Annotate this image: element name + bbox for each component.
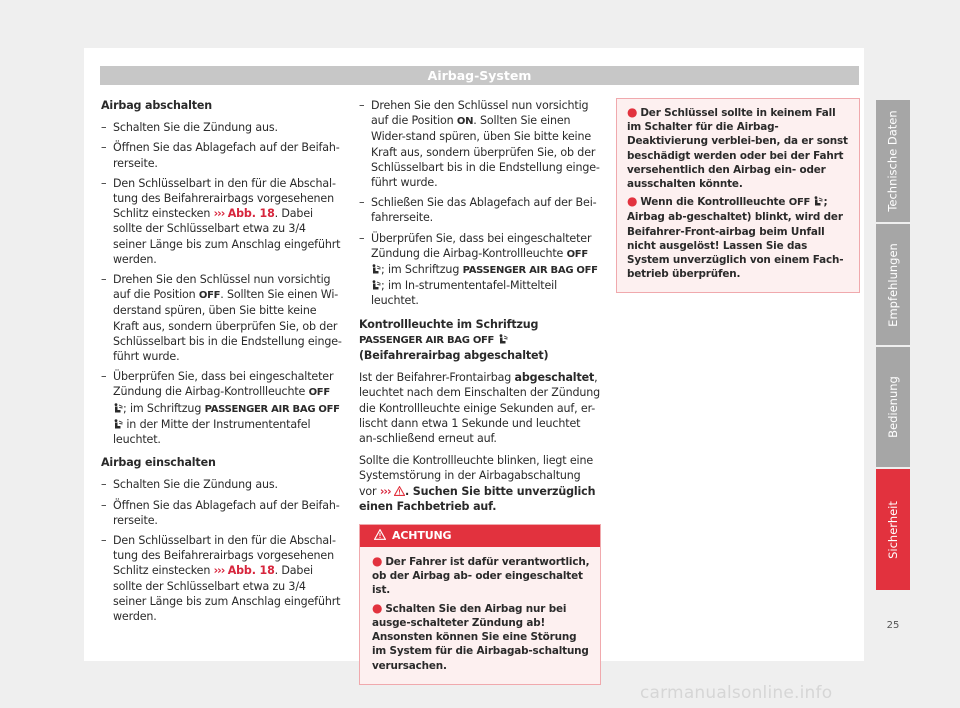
- airbag-seat-icon: [371, 280, 381, 290]
- section-heading-airbag-on: Airbag einschalten: [101, 456, 216, 470]
- bullet-icon: ●: [372, 600, 383, 615]
- paragraph: Sollte die Kontrollleuchte blinken, liegt eine Systemstörung in der Airbagabschaltung vor ››› . Suchen Sie bitte unverzüglich einen Fachbetrieb auf.: [359, 454, 596, 513]
- watermark: carmanualsonline.info: [640, 683, 833, 703]
- section-heading-warning-lamp: Kontrollleuchte im Schriftzug PASSENGER AIR BAG OFF (Beifahrerairbag abgeschaltet): [359, 317, 549, 363]
- list-item: – Drehen Sie den Schlüssel nun vorsichtig auf die Position OFF. Sollten Sie einen Wi-derstand spüren, üben Sie bitte keine Kraft aus, sondern überprüfen Sie, ob der Schlüsselbart bis in die Endstellung einge-führt wurde.: [101, 272, 342, 364]
- figure-link[interactable]: Abb. 18: [227, 207, 275, 221]
- symbol-off: OFF: [788, 197, 811, 209]
- page-number: 25: [886, 620, 900, 631]
- list-item: ● Wenn die Kontrollleuchte OFF ; Airbag ab-geschaltet) blinkt, wird der Beifahrer-Front-airbag beim Unfall nicht ausgelöst! Lassen Sie das System unverzüglich von einem Fach-betrieb überprüfen.: [627, 194, 844, 281]
- tab-empfehlungen[interactable]: Empfehlungen: [876, 224, 910, 345]
- figure-link[interactable]: Abb. 18: [227, 564, 275, 578]
- cross-ref-arrow[interactable]: ›››: [213, 207, 225, 221]
- list-item: – Schließen Sie das Ablagefach auf der Bei-fahrerseite.: [359, 195, 601, 225]
- page-title: Airbag-System: [100, 66, 859, 85]
- list-item: – Öffnen Sie das Ablagefach auf der Beifah-rerseite.: [101, 498, 342, 528]
- list-item: – Den Schlüsselbart in den für die Abschal-tung des Beifahrerairbags vorgesehenen Schlitz einstecken ››› Abb. 18. Dabei sollte der Schlüsselbart etwa zu 3/4 seiner Länge bis zum Anschlag eingeführt werden.: [101, 533, 342, 624]
- symbol-passenger-airbag-off: PASSENGER AIR BAG OFF: [204, 403, 340, 415]
- symbol-passenger-airbag-off: PASSENGER AIR BAG OFF: [359, 334, 495, 346]
- tab-technische-daten[interactable]: Technische Daten: [876, 100, 910, 222]
- list-item: – Überprüfen Sie, dass bei eingeschalteter Zündung die Airbag-Kontrollleuchte OFF ; im Schriftzug PASSENGER AIR BAG OFF ; im In-strumententafel-Mittelteil leuchtet.: [359, 231, 601, 309]
- column-right: [616, 98, 860, 293]
- paragraph: Ist der Beifahrer-Frontairbag abgeschaltet, leuchtet nach dem Einschalten der Zündung die Kontrollleuchte einige Sekunden auf, er-lischt dann etwa 1 Sekunde und leuchtet an-schließend erneut auf.: [359, 371, 601, 446]
- warning-box-body: [360, 547, 600, 684]
- list-item: – Öffnen Sie das Ablagefach auf der Beifah-rerseite.: [101, 140, 342, 170]
- list-item: ● Schalten Sie den Airbag nur bei ausge-schalteter Zündung ab! Ansonsten können Sie eine Störung im System für die Airbagab-schaltung verursachen.: [372, 600, 589, 672]
- airbag-seat-icon: [371, 264, 381, 274]
- list-item: ● Der Schlüssel sollte in keinem Fall im Schalter für die Airbag-Deaktivierung verblei-ben, da er sonst beschädigt werden oder bei der Fahrt versehentlich den Airbag ein- oder ausschalten könnte.: [627, 105, 848, 191]
- bullet-icon: ●: [627, 105, 638, 119]
- steps-airbag-off: [101, 120, 342, 447]
- cross-ref-arrow[interactable]: ›››: [213, 564, 225, 578]
- section-heading-airbag-off: Airbag abschalten: [101, 99, 213, 112]
- list-item: – Drehen Sie den Schlüssel nun vorsichtig auf die Position ON. Sollten Sie einen Wider-stand spüren, üben Sie bitte keine Kraft aus, sondern überprüfen Sie, ob der Schlüsselbart bis in die Endstellung einge-führt wurde.: [359, 98, 601, 190]
- column-middle: [359, 98, 601, 685]
- symbol-on: ON: [456, 116, 474, 128]
- airbag-seat-icon: [113, 403, 123, 413]
- symbol-passenger-airbag-off: PASSENGER AIR BAG OFF: [462, 265, 598, 277]
- cross-ref-arrow[interactable]: ›››: [379, 484, 391, 498]
- warning-box-header: [360, 525, 600, 547]
- column-left: [101, 98, 342, 632]
- airbag-seat-icon: [813, 196, 823, 206]
- symbol-off: OFF: [198, 290, 221, 302]
- warning-triangle-icon: [374, 529, 386, 540]
- steps-airbag-on-continued: [359, 98, 601, 309]
- list-item: – Den Schlüsselbart in den für die Abschal-tung des Beifahrerairbags vorgesehenen Schlitz einstecken ››› Abb. 18. Dabei sollte der Schlüsselbart etwa zu 3/4 seiner Länge bis zum Anschlag eingeführt werden.: [101, 176, 342, 267]
- tab-bedienung[interactable]: Bedienung: [876, 347, 910, 467]
- list-item: ● Der Fahrer ist dafür verantwortlich, ob der Airbag ab- oder eingeschaltet ist.: [372, 554, 590, 597]
- list-item: – Schalten Sie die Zündung aus.: [101, 477, 342, 492]
- list-item: – Überprüfen Sie, dass bei eingeschalteter Zündung die Airbag-Kontrollleuchte OFF ; im Schriftzug PASSENGER AIR BAG OFF in der Mitte der Instrumententafel leuchtet.: [101, 369, 342, 447]
- airbag-seat-icon: [498, 334, 508, 344]
- symbol-off: OFF: [566, 248, 588, 260]
- warning-box-continued: [616, 98, 860, 293]
- symbol-off: OFF: [308, 387, 330, 399]
- bullet-icon: ●: [627, 194, 638, 209]
- warning-triangle-icon[interactable]: [394, 486, 405, 496]
- steps-airbag-on: [101, 477, 342, 624]
- warning-title: ACHTUNG: [392, 529, 452, 543]
- list-item: – Schalten Sie die Zündung aus.: [101, 120, 342, 135]
- tab-sicherheit[interactable]: Sicherheit: [876, 469, 910, 590]
- warning-box: [359, 524, 601, 685]
- airbag-seat-icon: [113, 419, 123, 429]
- bullet-icon: ●: [372, 554, 383, 569]
